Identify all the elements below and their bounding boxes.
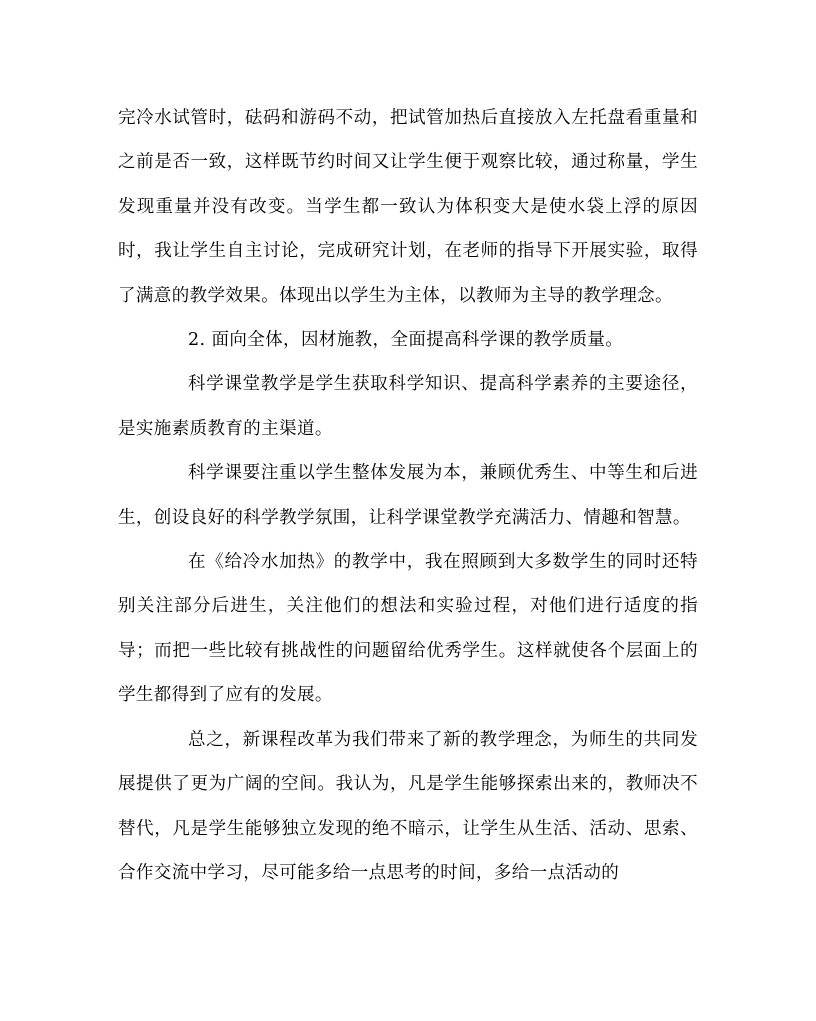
paragraph-conclusion: 总之，新课程改革为我们带来了新的教学理念，为师生的共同发展提供了更为广阔的空间。我认为，凡是学生能够探索出来的，教师决不替代，凡是学生能够独立发现的绝不暗示，让学生从生活、活动、思索、合作交流中学习，尽可能多给一点思考的时间，多给一点活动的 [118,729,698,883]
paragraph-main-channel: 科学课堂教学是学生获取科学知识、提高科学素养的主要途径，是实施素质教育的主渠道。 [118,374,698,439]
document-body [118,96,698,895]
paragraph-example-lesson: 在《给冷水加热》的教学中，我在照顾到大多数学生的同时还特别关注部分后进生，关注他们的想法和实验过程，对他们进行适度的指导；而把一些比较有挑战性的问题留给优秀学生。这样就使各个层面上的学生都得到了应有的发展。 [118,552,698,706]
paragraph-whole-development: 科学课要注重以学生整体发展为本，兼顾优秀生、中等生和后进生，创设良好的科学教学氛围，让科学课堂教学充满活力、情趣和智慧。 [118,463,698,528]
section-heading-2: 2. 面向全体，因材施教，全面提高科学课的教学质量。 [188,330,624,351]
paragraph-continuation: 完冷水试管时，砝码和游码不动，把试管加热后直接放入左托盘看重量和之前是否一致，这样既节约时间又让学生便于观察比较，通过称量，学生发现重量并没有改变。当学生都一致认为体积变大是使水袋上浮的原因时，我让学生自主讨论，完成研究计划，在老师的指导下开展实验，取得了满意的教学效果。体现出以学生为主体，以教师为主导的教学理念。 [118,108,698,306]
